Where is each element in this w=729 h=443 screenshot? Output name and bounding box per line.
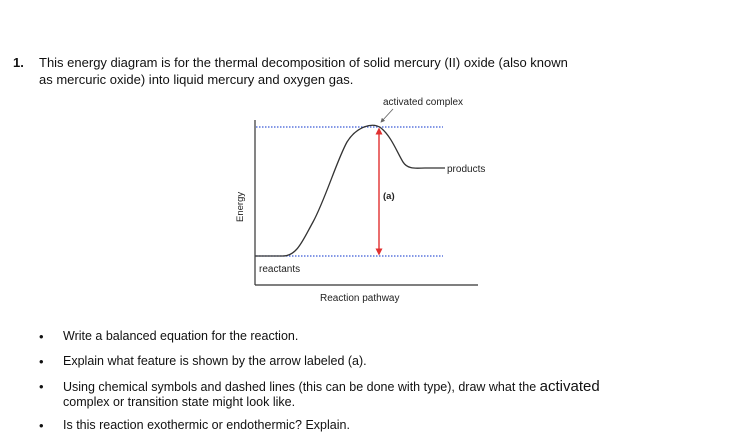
bullet-item <box>36 379 600 410</box>
arrow-a-label: (a) <box>383 191 395 202</box>
question-text-line-2: as mercuric oxide) into liquid mercury and oxygen gas. <box>39 72 354 87</box>
energy-axis-label: Energy <box>235 191 246 222</box>
bullet-text <box>63 380 600 409</box>
bullet-dot: • <box>39 354 44 369</box>
bullet-text-part-b: complex or transition state might look like. <box>63 395 296 409</box>
products-label: products <box>447 164 486 175</box>
bullet-item <box>36 418 600 433</box>
energy-diagram <box>225 90 515 320</box>
bullet-item <box>36 329 600 344</box>
activated-complex-label: activated complex <box>383 97 464 108</box>
bullet-text: Explain what feature is shown by the arrow labeled (a). <box>63 354 367 368</box>
activated-complex-pointer-arrow <box>382 109 393 121</box>
bullet-dot: • <box>39 379 44 394</box>
question-bullet-list <box>36 329 600 443</box>
bullet-text-part-a: Using chemical symbols and dashed lines (this can be done with type), draw what the <box>63 380 540 394</box>
bullet-dot: • <box>39 418 44 433</box>
bullet-text: Is this reaction exothermic or endothermic? Explain. <box>63 418 350 432</box>
bullet-dot: • <box>39 329 44 344</box>
reactants-label: reactants <box>259 264 301 275</box>
bullet-text-emphasis: activated <box>539 378 600 395</box>
bullet-text: Write a balanced equation for the reaction. <box>63 329 299 343</box>
pathway-axis-label: Reaction pathway <box>320 293 400 304</box>
bullet-item <box>36 354 600 369</box>
question-text-line-1: This energy diagram is for the thermal decomposition of solid mercury (II) oxide (also known <box>39 55 568 70</box>
energy-curve <box>255 125 445 256</box>
question-number: 1. <box>13 55 24 70</box>
